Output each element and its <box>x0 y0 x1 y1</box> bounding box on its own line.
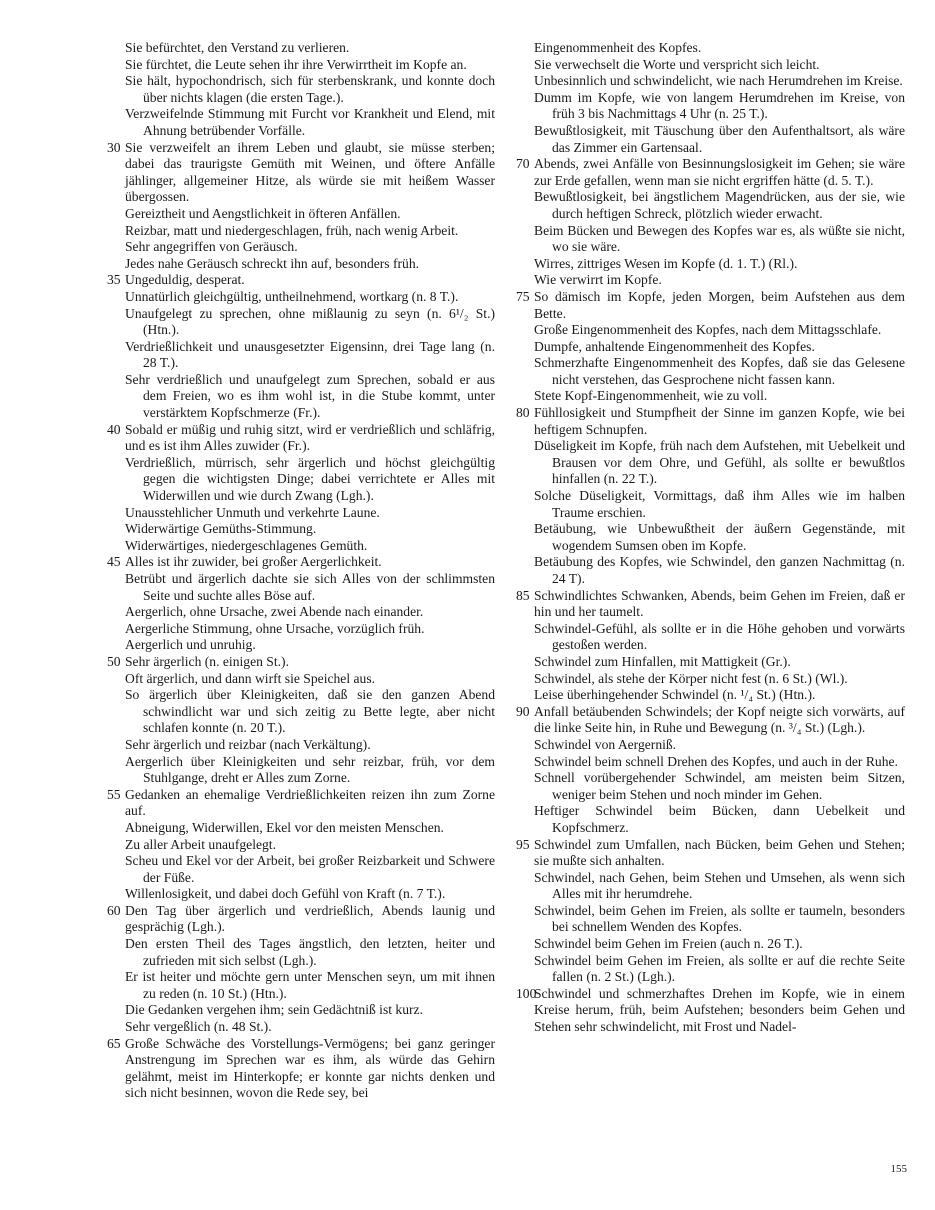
entry <box>516 339 905 356</box>
entry <box>107 521 495 538</box>
numbered-entry <box>107 654 495 671</box>
entry-text: Beim Bücken und Bewegen des Kopfes war es, als wüßte sie nicht, wo sie wäre. <box>534 222 905 255</box>
entry-text: Dumm im Kopfe, wie von langem Herumdrehen im Kreise, von früh 3 bis Nachmittags 4 Uhr (n. 25 T.). <box>534 89 905 122</box>
entry-text: Fühllosigkeit und Stumpfheit der Sinne im ganzen Kopfe, wie bei heftigem Schnupfen. <box>534 405 905 437</box>
entry-text: Sehr verdrießlich und unaufgelegt zum Sprechen, sobald er aus dem Freien, wo es ihm wohl ist, in die Stube kommt, unter verstärktem Kopfschmerze (Fr.). <box>125 371 495 421</box>
entry-number: 75 <box>516 288 530 304</box>
entry <box>516 57 905 74</box>
right-column <box>516 40 905 1036</box>
numbered-entry <box>516 156 905 189</box>
entry-text: Sie hält, hypochondrisch, sich für sterbenskrank, und konnte doch über nichts klagen (die ersten Tage.). <box>125 73 495 105</box>
entry-text: Jedes nahe Geräusch schreckt ihn auf, besonders früh. <box>125 255 420 271</box>
entry <box>107 886 495 903</box>
entry-text: Dumpfe, anhaltende Eingenommenheit des Kopfes. <box>534 338 815 354</box>
entry-text: Aergerlich, ohne Ursache, zwei Abende nach einander. <box>125 604 424 620</box>
entry-number: 45 <box>107 554 121 570</box>
entry-text: Abneigung, Widerwillen, Ekel vor den meisten Menschen. <box>125 819 444 835</box>
entry-text: Bewußtlosigkeit, mit Täuschung über den Aufenthaltsort, als wäre das Zimmer ein Gartensaal. <box>534 122 905 155</box>
entry-text: Unaufgelegt zu sprechen, ohne mißlaunig zu seyn (n. 6¹/₂ St.) (Htn.). <box>125 305 495 338</box>
entry <box>107 256 495 273</box>
entry-text: Den Tag über ärgerlich und verdrießlich, Abends launig und gesprächig (Lgh.). <box>125 902 495 935</box>
entry <box>107 57 495 74</box>
entry-text: Aergerlich über Kleinigkeiten und sehr reizbar, früh, vor dem Stuhlgange, dreht er Alles zum Zorne. <box>125 753 495 786</box>
entry <box>516 654 905 671</box>
entry-text: Schwindel zum Hinfallen, mit Mattigkeit (Gr.). <box>534 653 791 669</box>
entry <box>516 488 905 521</box>
entry <box>107 571 495 604</box>
entry <box>107 621 495 638</box>
entry-text: Schwindel von Aergerniß. <box>534 736 677 752</box>
entry <box>107 538 495 555</box>
entry-number: 40 <box>107 421 121 437</box>
entry-text: Abends, zwei Anfälle von Besinnungslosigkeit im Gehen; sie wäre zur Erde gefallen, wenn man sie nicht ergriffen hätte (d. 5. T.). <box>534 156 905 188</box>
numbered-entry <box>107 787 495 820</box>
entry-number: 100 <box>516 985 537 1001</box>
left-column <box>107 40 495 1102</box>
entry-text: Anfall betäubenden Schwindels; der Kopf neigte sich vorwärts, auf die linke Seite hin, in Ruhe und Bewegung (n. ³/₄ St.) (Lgh.). <box>534 703 905 736</box>
entry-number: 95 <box>516 836 530 852</box>
entry-text: Widerwärtiges, niedergeschlagenes Gemüth. <box>125 537 368 553</box>
entry-text: So dämisch im Kopfe, jeden Morgen, beim Aufstehen aus dem Bette. <box>534 288 905 321</box>
entry <box>516 388 905 405</box>
entry-text: Schwindel und schmerzhaftes Drehen im Kopfe, wie in einem Kreise herum, früh, beim Aufstehen; besonders beim Gehen und Stehen sehr schwindelicht, mit Frost und Nadel- <box>534 985 905 1035</box>
entry-text: Betäubung, wie Unbewußtheit der äußern Gegenstände, mit wogendem Sumsen oben im Kopfe. <box>534 521 905 553</box>
entry-number: 60 <box>107 902 121 918</box>
entry <box>107 505 495 522</box>
entry <box>107 671 495 688</box>
entry-text: Schwindlichtes Schwanken, Abends, beim Gehen im Freien, daß er hin und her taumelt. <box>534 587 905 620</box>
entry-text: Schwindel, beim Gehen im Freien, als sollte er taumeln, besonders bei schnellem Wenden des Kopfes. <box>534 902 905 935</box>
numbered-entry <box>516 704 905 737</box>
entry-text: Schwindel beim Gehen im Freien (auch n. 26 T.). <box>534 936 803 952</box>
numbered-entry <box>107 422 495 455</box>
entry <box>516 40 905 57</box>
entry <box>107 73 495 106</box>
entry <box>107 837 495 854</box>
entry <box>107 1019 495 1036</box>
entry-text: Gereiztheit und Aengstlichkeit in öfteren Anfällen. <box>125 205 401 221</box>
entry <box>107 1002 495 1019</box>
entry <box>516 521 905 554</box>
entry <box>516 322 905 339</box>
entry <box>516 554 905 587</box>
entry <box>516 621 905 654</box>
entry-text: Unausstehlicher Unmuth und verkehrte Laune. <box>125 504 380 520</box>
entry-number: 35 <box>107 272 121 288</box>
numbered-entry <box>516 405 905 438</box>
entry <box>516 355 905 388</box>
entry-text: Solche Düseligkeit, Vormittags, daß ihm Alles wie im halben Traume erschien. <box>534 488 905 520</box>
entry <box>516 737 905 754</box>
entry-text: Schwindel, als stehe der Körper nicht fest (n. 6 St.) (Wl.). <box>534 670 848 686</box>
entry-text: Betäubung des Kopfes, wie Schwindel, den ganzen Nachmittag (n. 24 T). <box>534 554 905 586</box>
entry-text: Verdrießlichkeit und unausgesetzter Eigensinn, drei Tage lang (n. 28 T.). <box>125 338 495 371</box>
entry <box>107 637 495 654</box>
entry <box>516 223 905 256</box>
entry-number: 85 <box>516 587 530 603</box>
entry-text: Schnell vorübergehender Schwindel, am meisten beim Sitzen, weniger beim Stehen und noch minder im Gehen. <box>534 770 905 802</box>
entry-text: Schwindel-Gefühl, als sollte er in die Höhe gehoben und vorwärts gestoßen werden. <box>534 620 905 653</box>
entry-text: Reizbar, matt und niedergeschlagen, früh, nach wenig Arbeit. <box>125 222 459 238</box>
entry <box>516 671 905 688</box>
entry <box>107 754 495 787</box>
entry-text: Schwindel, nach Gehen, beim Stehen und Umsehen, als wenn sich Alles mit ihr herumdrehe. <box>534 869 905 902</box>
entry <box>516 953 905 986</box>
entry <box>516 903 905 936</box>
entry-text: Sehr ärgerlich (n. einigen St.). <box>125 653 289 669</box>
entry <box>107 206 495 223</box>
entry-text: Zu aller Arbeit unaufgelegt. <box>125 836 276 852</box>
numbered-entry <box>516 588 905 621</box>
entry-number: 55 <box>107 786 121 802</box>
entry-text: Sie verwechselt die Worte und verspricht sich leicht. <box>534 56 820 72</box>
entry-text: Die Gedanken vergehen ihm; sein Gedächtniß ist kurz. <box>125 1002 423 1018</box>
entry-text: Heftiger Schwindel beim Bücken, dann Uebelkeit und Kopfschmerz. <box>534 803 905 835</box>
entry-text: Widerwärtige Gemüths-Stimmung. <box>125 521 317 537</box>
entry <box>516 870 905 903</box>
entry <box>107 289 495 306</box>
entry-text: Gedanken an ehemalige Verdrießlichkeiten reizen ihn zum Zorne auf. <box>125 786 495 819</box>
numbered-entry <box>107 140 495 206</box>
entry <box>516 90 905 123</box>
numbered-entry <box>107 554 495 571</box>
entry <box>107 306 495 339</box>
entry <box>107 604 495 621</box>
entry-text: Sehr ärgerlich und reizbar (nach Verkältung). <box>125 736 371 752</box>
numbered-entry <box>516 289 905 322</box>
entry-text: Wirres, zittriges Wesen im Kopfe (d. 1. T.) (Rl.). <box>534 255 798 271</box>
entry-text: Große Schwäche des Vorstellungs-Vermögens; bei ganz geringer Anstrengung im Sprechen war es ihm, als würde das Gehirn gelähmt, meist im Hinterkopfe; er konnte gar nichts denken und sich nicht besinnen, wovon die Rede sey, bei <box>125 1035 495 1101</box>
entry-text: Sie befürchtet, den Verstand zu verlieren. <box>125 40 350 55</box>
entry-text: So ärgerlich über Kleinigkeiten, daß sie den ganzen Abend schwindlicht war und sich zeitig zu Bette legte, aber nicht schlafen konnte (n. 20 T.). <box>125 687 495 736</box>
entry <box>516 438 905 488</box>
entry-text: Schmerzhafte Eingenommenheit des Kopfes, daß sie das Gelesene nicht verstehen, das Gesprochene nicht fassen kann. <box>534 355 905 387</box>
entry-text: Verdrießlich, mürrisch, sehr ärgerlich und höchst gleichgültig gegen die wichtigsten Dinge; dabei verrichtete er Alles mit Widerwillen und wie durch Zwang (Lgh.). <box>125 454 495 504</box>
entry-number: 65 <box>107 1035 121 1051</box>
entry-text: Betrübt und ärgerlich dachte sie sich Alles von der schlimmsten Seite und suchte alles Böse auf. <box>125 571 495 603</box>
entry <box>107 936 495 969</box>
entry <box>516 803 905 836</box>
entry-text: Unbesinnlich und schwindelicht, wie nach Herumdrehen im Kreise. <box>534 73 903 89</box>
entry-number: 80 <box>516 405 530 421</box>
entry-text: Ungeduldig, desperat. <box>125 272 245 288</box>
entry-text: Wie verwirrt im Kopfe. <box>534 272 662 288</box>
entry-text: Eingenommenheit des Kopfes. <box>534 40 702 55</box>
entry-number: 30 <box>107 139 121 155</box>
numbered-entry <box>516 986 905 1036</box>
numbered-entry <box>516 837 905 870</box>
entry-text: Aergerliche Stimmung, ohne Ursache, vorzüglich früh. <box>125 620 425 636</box>
entry <box>516 754 905 771</box>
entry-number: 50 <box>107 653 121 669</box>
entry-text: Sobald er müßig und ruhig sitzt, wird er verdrießlich und schläfrig, und es ist ihm Alles zuwider (Fr.). <box>125 421 495 454</box>
entry-text: Verzweifelnde Stimmung mit Furcht vor Krankheit und Elend, mit Ahnung betrübender Vorfälle. <box>125 106 495 138</box>
entry-text: Sehr vergeßlich (n. 48 St.). <box>125 1019 272 1035</box>
entry-text: Schwindel beim Gehen im Freien, als sollte er auf die rechte Seite fallen (n. 2 St.) (Lgh.). <box>534 952 905 985</box>
entry-number: 90 <box>516 703 530 719</box>
entry <box>107 223 495 240</box>
entry <box>516 936 905 953</box>
numbered-entry <box>107 903 495 936</box>
entry <box>516 189 905 222</box>
entry <box>107 455 495 505</box>
entry-text: Sie verzweifelt an ihrem Leben und glaubt, sie müsse sterben; dabei das traurigste Gemüth mit Weinen, und öftere Anfälle jählinger, allgemeiner Hitze, als würde sie mit heißem Wasser übergossen. <box>125 139 495 205</box>
entry-text: Er ist heiter und möchte gern unter Menschen seyn, um mit ihnen zu reden (n. 10 St.) (Htn.). <box>125 969 495 1001</box>
entry-text: Sehr angegriffen von Geräusch. <box>125 239 298 255</box>
entry <box>107 853 495 886</box>
entry-text: Stete Kopf-Eingenommenheit, wie zu voll. <box>534 388 768 404</box>
entry <box>516 256 905 273</box>
entry-text: Sie fürchtet, die Leute sehen ihr ihre Verwirrtheit im Kopfe an. <box>125 56 467 72</box>
entry <box>107 820 495 837</box>
entry-text: Schwindel zum Umfallen, nach Bücken, beim Gehen und Stehen; sie mußte sich anhalten. <box>534 836 905 869</box>
entry-text: Düseligkeit im Kopfe, früh nach dem Aufstehen, mit Uebelkeit und Brausen vor dem Ohre, und Gefühl, als sollte er bewußtlos hinfallen (n. 22 T.). <box>534 438 905 487</box>
entry <box>107 106 495 139</box>
entry <box>107 40 495 57</box>
entry-text: Aergerlich und unruhig. <box>125 637 256 653</box>
entry-text: Schwindel beim schnell Drehen des Kopfes, und auch in der Ruhe. <box>534 753 898 769</box>
entry-text: Bewußtlosigkeit, bei ängstlichem Magendrücken, aus der sie, wie durch heftigen Schreck, plötzlich wieder erwacht. <box>534 189 905 221</box>
entry <box>516 687 905 704</box>
entry <box>516 123 905 156</box>
entry-text: Große Eingenommenheit des Kopfes, nach dem Mittagsschlafe. <box>534 322 882 338</box>
entry-text: Leise überhingehender Schwindel (n. ¹/₄ St.) (Htn.). <box>534 687 816 703</box>
entry <box>107 372 495 422</box>
entry <box>107 239 495 256</box>
entry <box>107 969 495 1002</box>
entry <box>107 687 495 737</box>
page-number: 155 <box>890 1163 907 1175</box>
entry-text: Oft ärgerlich, und dann wirft sie Speichel aus. <box>125 670 376 686</box>
entry-text: Unnatürlich gleichgültig, untheilnehmend, wortkarg (n. 8 T.). <box>125 288 459 304</box>
entry <box>107 339 495 372</box>
entry-text: Alles ist ihr zuwider, bei großer Aergerlichkeit. <box>125 554 382 570</box>
entry <box>107 737 495 754</box>
entry-number: 70 <box>516 156 530 172</box>
entry <box>516 770 905 803</box>
entry <box>516 272 905 289</box>
numbered-entry <box>107 1036 495 1102</box>
entry-text: Willenlosigkeit, und dabei doch Gefühl von Kraft (n. 7 T.). <box>125 886 446 902</box>
entry <box>516 73 905 90</box>
numbered-entry <box>107 272 495 289</box>
entry-text: Scheu und Ekel vor der Arbeit, bei großer Reizbarkeit und Schwere der Füße. <box>125 853 495 885</box>
entry-text: Den ersten Theil des Tages ängstlich, den letzten, heiter und zufrieden mit sich selbst (Lgh.). <box>125 936 495 968</box>
